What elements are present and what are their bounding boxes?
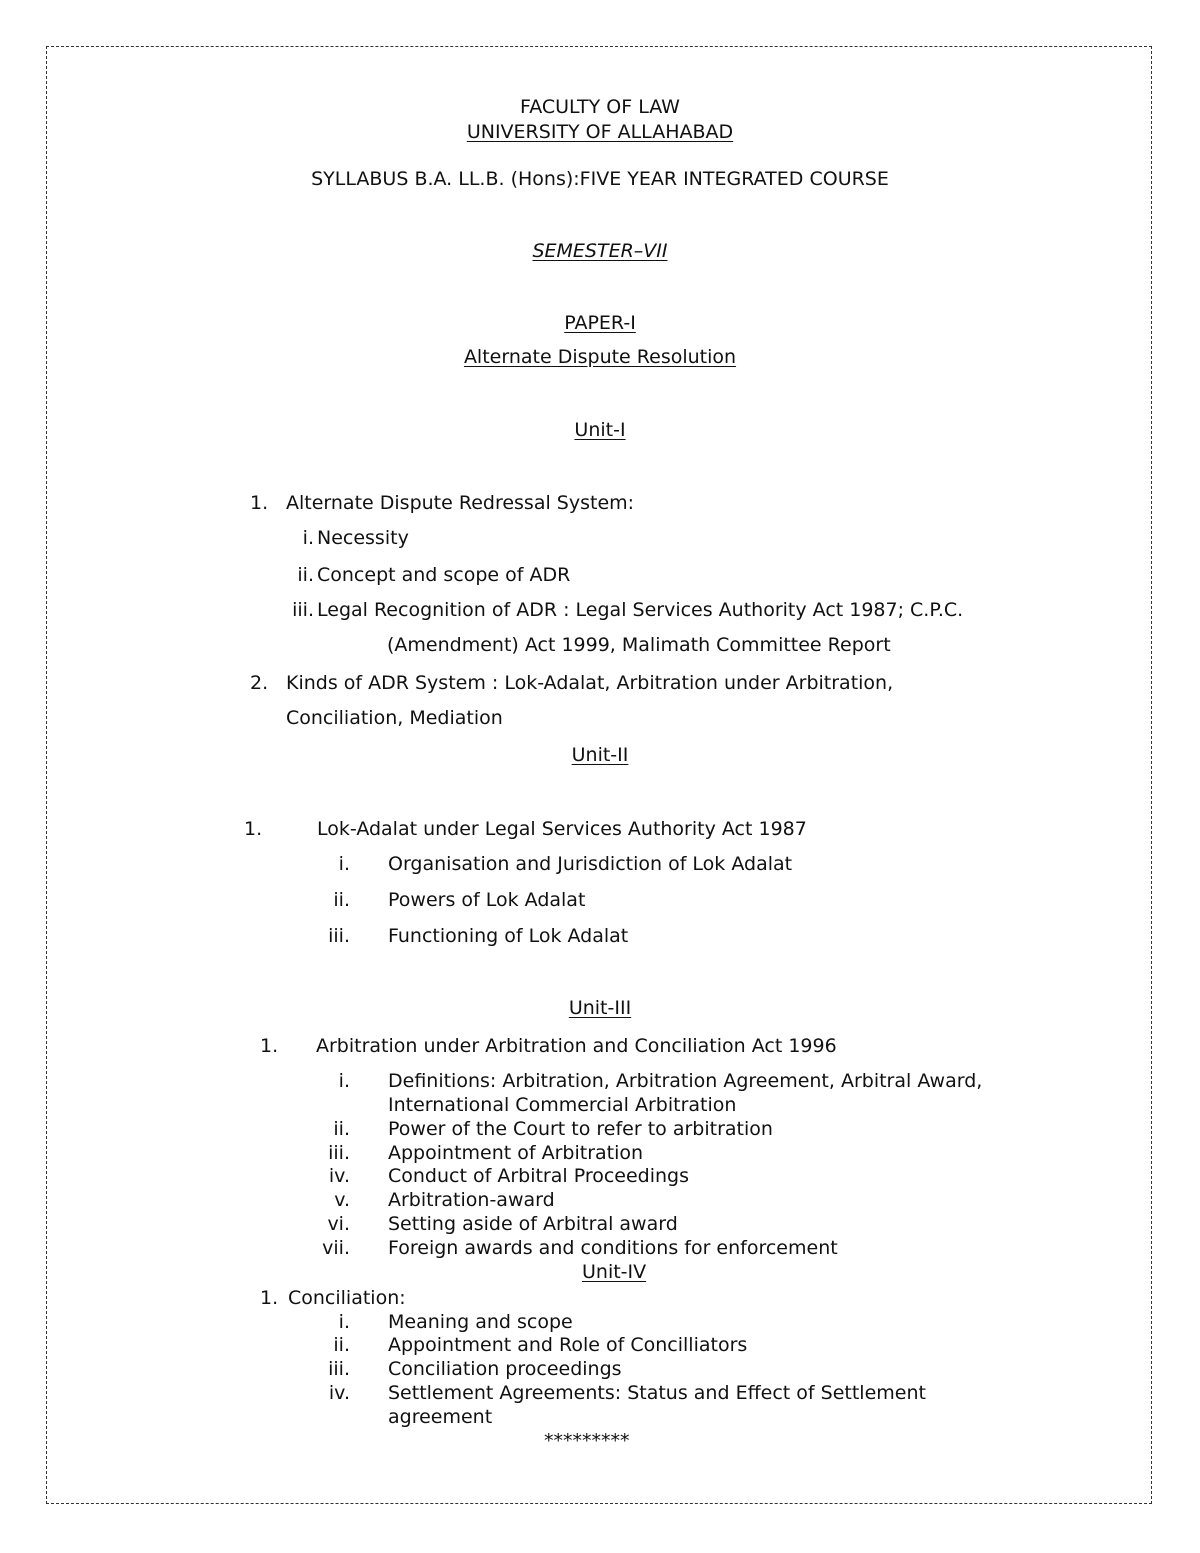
unit-2-sub-3-number: iii. (328, 925, 350, 947)
unit-1-sub-3-number: iii. (292, 599, 314, 621)
unit-4-heading: Unit-IV (582, 1261, 647, 1283)
unit-4-sub-3-number: iii. (328, 1358, 350, 1380)
unit-2-sub-3-text: Functioning of Lok Adalat (388, 925, 629, 947)
unit-3-sub-7-number: vii. (322, 1237, 350, 1259)
semester-heading: SEMESTER–VII (532, 240, 668, 262)
faculty-heading: FACULTY OF LAW (520, 96, 680, 118)
unit-4-sub-2-number: ii. (333, 1334, 350, 1356)
unit-1-item-2-continuation: Conciliation, Mediation (286, 707, 503, 729)
unit-3-sub-5-number: v. (334, 1189, 350, 1211)
unit-1-sub-3-text: Legal Recognition of ADR : Legal Services Authority Act 1987; C.P.C. (317, 599, 964, 621)
unit-4-item-1-number: 1. (260, 1287, 279, 1309)
unit-3-sub-1-number: i. (338, 1070, 350, 1092)
unit-3-sub-2-text: Power of the Court to refer to arbitration (388, 1118, 773, 1140)
syllabus-title: SYLLABUS B.A. LL.B. (Hons):FIVE YEAR INTEGRATED COURSE (311, 168, 889, 190)
unit-3-item-1-number: 1. (260, 1035, 279, 1057)
university-heading: UNIVERSITY OF ALLAHABAD (466, 121, 734, 143)
unit-3-sub-6-text: Setting aside of Arbitral award (388, 1213, 678, 1235)
unit-2-item-1-number: 1. (244, 818, 263, 840)
unit-2-item-1-text: Lok-Adalat under Legal Services Authority Act 1987 (317, 818, 807, 840)
unit-4-sub-3-text: Conciliation proceedings (388, 1358, 622, 1380)
unit-1-sub-1-number: i. (302, 527, 314, 549)
unit-4-sub-1-text: Meaning and scope (388, 1311, 573, 1333)
unit-3-sub-3-text: Appointment of Arbitration (388, 1142, 644, 1164)
unit-3-sub-4-number: iv. (328, 1165, 350, 1187)
unit-3-sub-1-text: Definitions: Arbitration, Arbitration Agreement, Arbitral Award, (388, 1070, 983, 1092)
unit-1-item-2-text: Kinds of ADR System : Lok-Adalat, Arbitration under Arbitration, (286, 672, 894, 694)
unit-4-sub-1-number: i. (338, 1311, 350, 1333)
unit-1-item-1-number: 1. (250, 492, 269, 514)
unit-1-item-1-text: Alternate Dispute Redressal System: (286, 492, 635, 514)
unit-2-heading: Unit-II (571, 744, 629, 766)
unit-1-heading: Unit-I (574, 419, 626, 441)
unit-3-sub-5-text: Arbitration-award (388, 1189, 555, 1211)
unit-4-item-1-text: Conciliation: (288, 1287, 406, 1309)
unit-1-sub-2-text: Concept and scope of ADR (317, 564, 571, 586)
unit-3-sub-1-continuation: International Commercial Arbitration (388, 1094, 737, 1116)
unit-2-sub-2-text: Powers of Lok Adalat (388, 889, 586, 911)
unit-4-sub-4-continuation: agreement (388, 1406, 493, 1428)
unit-2-sub-2-number: ii. (333, 889, 350, 911)
paper-title: Alternate Dispute Resolution (463, 346, 737, 368)
unit-4-sub-2-text: Appointment and Role of Concilliators (388, 1334, 748, 1356)
unit-1-item-2-number: 2. (250, 672, 269, 694)
unit-4-sub-4-number: iv. (328, 1382, 350, 1404)
page-border (46, 46, 1152, 1504)
unit-3-item-1-text: Arbitration under Arbitration and Conciliation Act 1996 (316, 1035, 837, 1057)
unit-3-sub-7-text: Foreign awards and conditions for enforcement (388, 1237, 838, 1259)
unit-4-sub-4-text: Settlement Agreements: Status and Effect of Settlement (388, 1382, 926, 1404)
paper-number: PAPER-I (564, 312, 636, 334)
unit-1-sub-1-text: Necessity (317, 527, 409, 549)
unit-3-sub-3-number: iii. (328, 1142, 350, 1164)
unit-1-sub-2-number: ii. (297, 564, 314, 586)
unit-2-sub-1-text: Organisation and Jurisdiction of Lok Adalat (388, 853, 793, 875)
unit-3-sub-2-number: ii. (333, 1118, 350, 1140)
unit-3-sub-6-number: vi. (327, 1213, 350, 1235)
unit-3-heading: Unit-III (568, 997, 632, 1019)
unit-1-sub-3-continuation: (Amendment) Act 1999, Malimath Committee Report (387, 634, 891, 656)
end-stars: ********* (544, 1430, 630, 1452)
unit-2-sub-1-number: i. (338, 853, 350, 875)
unit-3-sub-4-text: Conduct of Arbitral Proceedings (388, 1165, 690, 1187)
